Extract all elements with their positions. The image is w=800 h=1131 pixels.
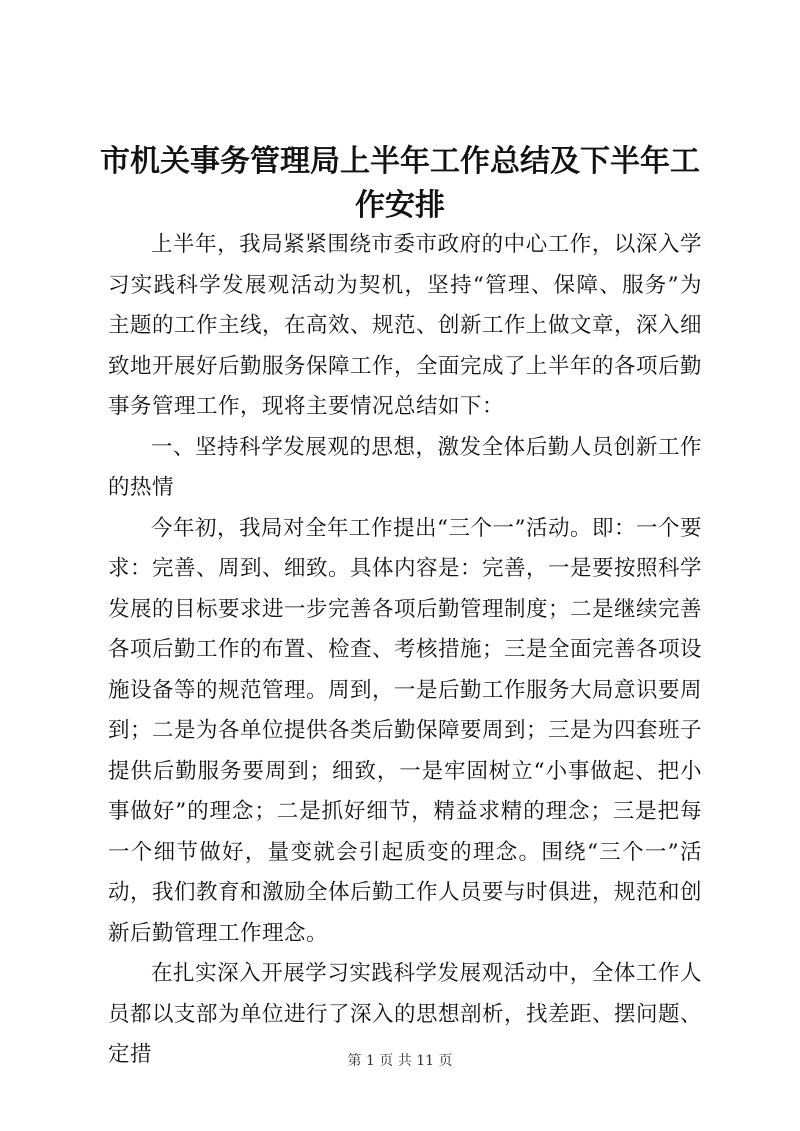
- document-body: [108, 225, 702, 1076]
- paragraph-three-ones: 今年初，我局对全年工作提出“三个一”活动。即：一个要求：完善、周到、细致。具体内容是：完善，一是要按照科学发展的目标要求进一步完善各项后勤管理制度；二是继续完善各项后勤工作的布置、检查、考核措施；三是全面完善各项设施设备等的规范管理。周到，一是后勤工作服务大局意识要周到；二是为各单位提供各类后勤保障要周到；三是为四套班子提供后勤服务要周到；细致，一是牢固树立“小事做起、把小事做好”的理念；二是抓好细节，精益求精的理念；三是把每一个细节做好，量变就会引起质变的理念。围绕“三个一”活动，我们教育和激励全体后勤工作人员要与时俱进，规范和创新后勤管理工作理念。: [108, 515, 703, 946]
- section-heading-1: 一、坚持科学发展观的思想，激发全体后勤人员创新工作的热情: [108, 434, 702, 500]
- page-footer: 第 1 页 共 11 页: [347, 1053, 453, 1069]
- paragraph-practice: 在扎实深入开展学习实践科学发展观活动中，全体工作人员都以支部为单位进行了深入的思想剖析，找差距、摆问题、定措: [108, 961, 703, 1067]
- document-title: 市机关事务管理局上半年工作总结及下半年工作安排: [100, 144, 700, 223]
- paragraph-intro: 上半年，我局紧紧围绕市委市政府的中心工作，以深入学习实践科学发展观活动为契机，坚持“管理、保障、服务”为主题的工作主线，在高效、规范、创新工作上做文章，深入细致地开展好后勤服务保障工作，全面完成了上半年的各项后勤事务管理工作，现将主要情况总结如下：: [108, 232, 703, 419]
